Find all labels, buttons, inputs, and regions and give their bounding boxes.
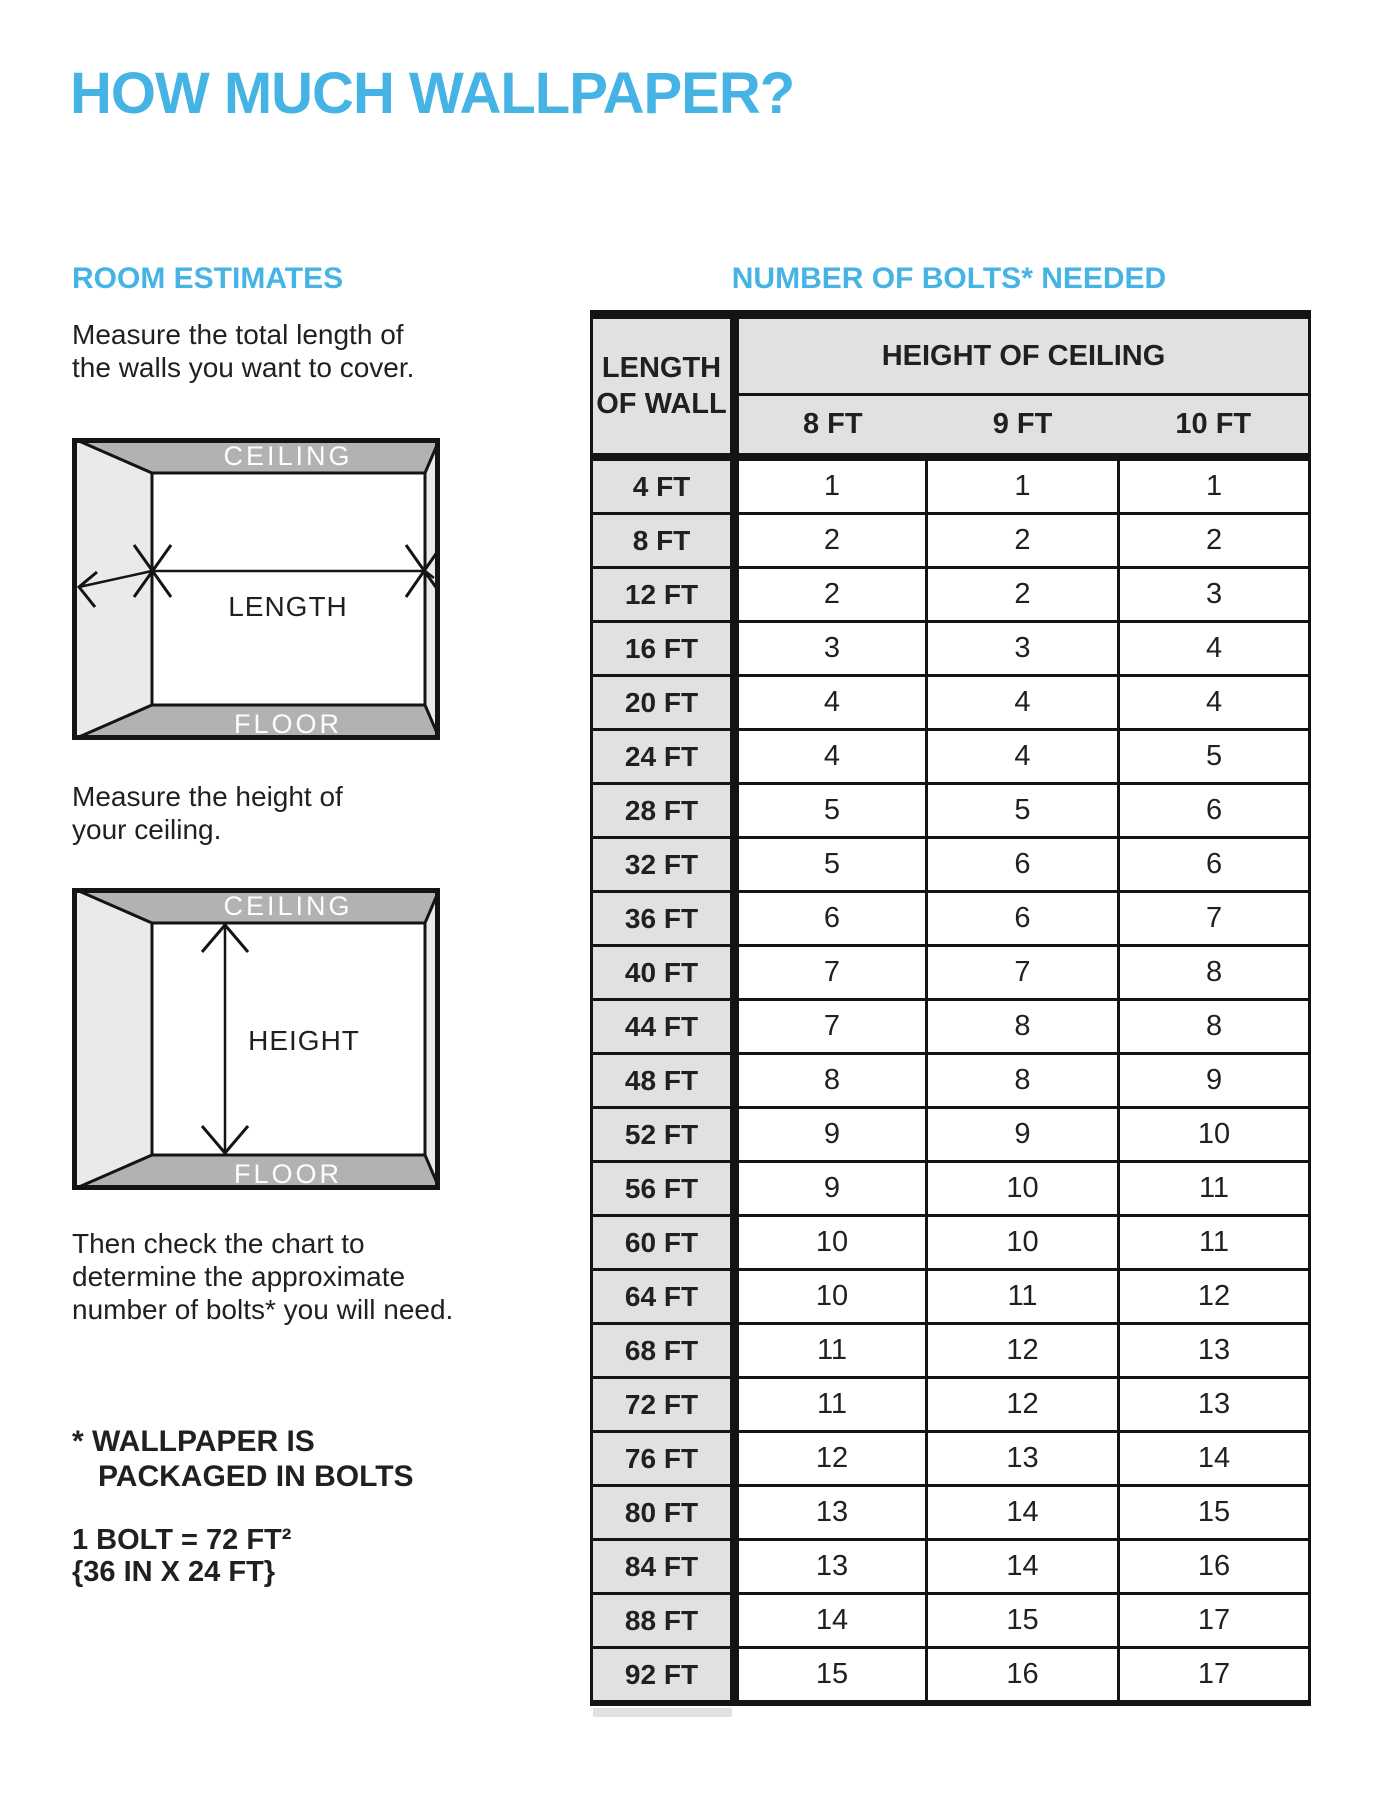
- room-height-diagram: [72, 888, 440, 1190]
- room-estimates-heading: ROOM ESTIMATES: [72, 262, 344, 295]
- bolts-10ft-cell: 4: [1119, 622, 1310, 676]
- step3-line3: number of bolts* you will need.: [72, 1294, 454, 1325]
- length-header-line1: LENGTH: [601, 352, 722, 384]
- col-header-8ft: 8 FT: [735, 395, 927, 458]
- wall-length-cell: 52 FT: [592, 1108, 735, 1162]
- room-length-diagram: [72, 438, 440, 740]
- step2-line2: your ceiling.: [72, 814, 222, 845]
- floor-label: FLOOR: [233, 1159, 343, 1189]
- wall-length-cell: 92 FT: [592, 1648, 735, 1704]
- bolts-9ft-cell: 11: [927, 1270, 1119, 1324]
- table-row: [592, 1162, 1310, 1216]
- bolts-9ft-cell: 2: [927, 568, 1119, 622]
- bolts-8ft-cell: 9: [735, 1108, 927, 1162]
- bolts-10ft-cell: 7: [1119, 892, 1310, 946]
- bolts-8ft-cell: 3: [735, 622, 927, 676]
- bolts-8ft-cell: 5: [735, 838, 927, 892]
- bolts-8ft-cell: 10: [735, 1216, 927, 1270]
- col-header-9ft: 9 FT: [927, 395, 1119, 458]
- bolts-8ft-cell: 1: [735, 457, 927, 514]
- table-row: [592, 946, 1310, 1000]
- bolts-9ft-cell: 6: [927, 892, 1119, 946]
- table-row: [592, 1648, 1310, 1704]
- bolts-10ft-cell: 8: [1119, 946, 1310, 1000]
- bolts-9ft-cell: 13: [927, 1432, 1119, 1486]
- step1-text: [72, 318, 502, 384]
- table-row: [592, 784, 1310, 838]
- wall-length-cell: 12 FT: [592, 568, 735, 622]
- bolts-table-heading: NUMBER OF BOLTS* NEEDED: [731, 262, 1167, 295]
- bolts-9ft-cell: 8: [927, 1054, 1119, 1108]
- bolts-9ft-cell: 15: [927, 1594, 1119, 1648]
- bolts-8ft-cell: 14: [735, 1594, 927, 1648]
- bolts-9ft-cell: 2: [927, 514, 1119, 568]
- wall-length-cell: 60 FT: [592, 1216, 735, 1270]
- bolt-dimensions: {36 IN X 24 FT}: [72, 1556, 276, 1588]
- footnote-line2: PACKAGED IN BOLTS: [98, 1460, 414, 1493]
- bolts-8ft-cell: 4: [735, 676, 927, 730]
- table-row: [592, 1486, 1310, 1540]
- table-left-column-stub: [593, 1708, 732, 1717]
- length-header-line2: OF WALL: [596, 388, 727, 420]
- wall-length-cell: 48 FT: [592, 1054, 735, 1108]
- table-row: [592, 1378, 1310, 1432]
- wall-length-cell: 44 FT: [592, 1000, 735, 1054]
- wall-length-cell: 68 FT: [592, 1324, 735, 1378]
- table-row: [592, 730, 1310, 784]
- bolts-10ft-cell: 5: [1119, 730, 1310, 784]
- wall-length-cell: 76 FT: [592, 1432, 735, 1486]
- bolts-10ft-cell: 6: [1119, 838, 1310, 892]
- table-row: [592, 1216, 1310, 1270]
- length-of-wall-header: [592, 315, 735, 458]
- table-row: [592, 1000, 1310, 1054]
- bolts-9ft-cell: 14: [927, 1486, 1119, 1540]
- bolts-9ft-cell: 4: [927, 730, 1119, 784]
- bolts-9ft-cell: 16: [927, 1648, 1119, 1704]
- step3-line1: Then check the chart to: [72, 1228, 365, 1259]
- bolts-10ft-cell: 17: [1119, 1594, 1310, 1648]
- table-row: [592, 1270, 1310, 1324]
- col-header-10ft: 10 FT: [1119, 395, 1310, 458]
- bolts-9ft-cell: 4: [927, 676, 1119, 730]
- wall-length-cell: 36 FT: [592, 892, 735, 946]
- wall-length-cell: 28 FT: [592, 784, 735, 838]
- wall-length-cell: 20 FT: [592, 676, 735, 730]
- room-walls: [72, 438, 440, 740]
- bolts-10ft-cell: 13: [1119, 1378, 1310, 1432]
- bolts-8ft-cell: 2: [735, 568, 927, 622]
- bolts-10ft-cell: 11: [1119, 1216, 1310, 1270]
- bolts-9ft-cell: 12: [927, 1378, 1119, 1432]
- ceiling-label: CEILING: [223, 891, 353, 921]
- bolts-9ft-cell: 12: [927, 1324, 1119, 1378]
- footnote-line1: * WALLPAPER IS: [72, 1425, 315, 1458]
- bolts-10ft-cell: 17: [1119, 1648, 1310, 1704]
- wall-length-cell: 80 FT: [592, 1486, 735, 1540]
- height-of-ceiling-header: HEIGHT OF CEILING: [735, 315, 1310, 395]
- bolts-10ft-cell: 3: [1119, 568, 1310, 622]
- bolts-8ft-cell: 11: [735, 1378, 927, 1432]
- table-row: [592, 457, 1310, 514]
- table-row: [592, 568, 1310, 622]
- height-label: HEIGHT: [248, 1025, 360, 1056]
- wall-length-cell: 40 FT: [592, 946, 735, 1000]
- wall-length-cell: 56 FT: [592, 1162, 735, 1216]
- wall-length-cell: 24 FT: [592, 730, 735, 784]
- bolts-10ft-cell: 12: [1119, 1270, 1310, 1324]
- bolts-10ft-cell: 1: [1119, 457, 1310, 514]
- bolt-definition: [72, 1524, 502, 1588]
- bolts-8ft-cell: 13: [735, 1486, 927, 1540]
- bolts-9ft-cell: 10: [927, 1162, 1119, 1216]
- bolts-8ft-cell: 10: [735, 1270, 927, 1324]
- bolts-9ft-cell: 7: [927, 946, 1119, 1000]
- table-row: [592, 1108, 1310, 1162]
- table-row: [592, 1594, 1310, 1648]
- table-row: [592, 676, 1310, 730]
- bolts-9ft-cell: 8: [927, 1000, 1119, 1054]
- table-row: [592, 1432, 1310, 1486]
- wall-length-cell: 64 FT: [592, 1270, 735, 1324]
- bolts-8ft-cell: 7: [735, 1000, 927, 1054]
- bolts-10ft-cell: 13: [1119, 1324, 1310, 1378]
- table-row: [592, 892, 1310, 946]
- wall-length-cell: 88 FT: [592, 1594, 735, 1648]
- step3-line2: determine the approximate: [72, 1261, 406, 1292]
- table-row: [592, 622, 1310, 676]
- bolts-10ft-cell: 11: [1119, 1162, 1310, 1216]
- bolts-8ft-cell: 8: [735, 1054, 927, 1108]
- bolts-8ft-cell: 2: [735, 514, 927, 568]
- bolt-equation: 1 BOLT = 72 FT²: [72, 1524, 292, 1556]
- wall-length-cell: 16 FT: [592, 622, 735, 676]
- bolts-8ft-cell: 11: [735, 1324, 927, 1378]
- bolts-9ft-cell: 10: [927, 1216, 1119, 1270]
- table-header-row-1: [592, 315, 1310, 395]
- step1-line2: the walls you want to cover.: [72, 352, 415, 383]
- back-wall-face: [152, 473, 425, 705]
- wall-length-cell: 72 FT: [592, 1378, 735, 1432]
- bolts-9ft-cell: 14: [927, 1540, 1119, 1594]
- bolts-10ft-cell: 16: [1119, 1540, 1310, 1594]
- bolts-8ft-cell: 6: [735, 892, 927, 946]
- bolts-10ft-cell: 10: [1119, 1108, 1310, 1162]
- floor-label: FLOOR: [233, 709, 343, 739]
- length-label: LENGTH: [228, 591, 348, 622]
- bolts-8ft-cell: 4: [735, 730, 927, 784]
- bolts-9ft-cell: 9: [927, 1108, 1119, 1162]
- bolts-8ft-cell: 13: [735, 1540, 927, 1594]
- bolts-9ft-cell: 5: [927, 784, 1119, 838]
- bolts-10ft-cell: 2: [1119, 514, 1310, 568]
- step1-line1: Measure the total length of: [72, 319, 404, 350]
- bolts-10ft-cell: 15: [1119, 1486, 1310, 1540]
- table-row: [592, 1054, 1310, 1108]
- bolts-needed-table: [590, 310, 1311, 1706]
- bolts-9ft-cell: 1: [927, 457, 1119, 514]
- bolts-10ft-cell: 9: [1119, 1054, 1310, 1108]
- wall-length-cell: 4 FT: [592, 457, 735, 514]
- ceiling-label: CEILING: [223, 441, 353, 471]
- wall-length-cell: 84 FT: [592, 1540, 735, 1594]
- bolts-8ft-cell: 5: [735, 784, 927, 838]
- bolts-8ft-cell: 12: [735, 1432, 927, 1486]
- bolts-8ft-cell: 15: [735, 1648, 927, 1704]
- table-row: [592, 1540, 1310, 1594]
- step2-line1: Measure the height of: [72, 781, 343, 812]
- bolts-9ft-cell: 3: [927, 622, 1119, 676]
- bolts-8ft-cell: 9: [735, 1162, 927, 1216]
- step3-text: [72, 1227, 502, 1326]
- bolts-10ft-cell: 14: [1119, 1432, 1310, 1486]
- bolts-9ft-cell: 6: [927, 838, 1119, 892]
- step2-text: [72, 780, 502, 846]
- bolts-10ft-cell: 4: [1119, 676, 1310, 730]
- bolts-8ft-cell: 7: [735, 946, 927, 1000]
- bolts-10ft-cell: 8: [1119, 1000, 1310, 1054]
- left-wall-face: [72, 888, 152, 1190]
- wall-length-cell: 8 FT: [592, 514, 735, 568]
- bolts-10ft-cell: 6: [1119, 784, 1310, 838]
- table-row: [592, 514, 1310, 568]
- table-row: [592, 838, 1310, 892]
- page-title: HOW MUCH WALLPAPER?: [70, 61, 795, 126]
- wall-length-cell: 32 FT: [592, 838, 735, 892]
- table-row: [592, 1324, 1310, 1378]
- bolt-footnote: [72, 1424, 502, 1494]
